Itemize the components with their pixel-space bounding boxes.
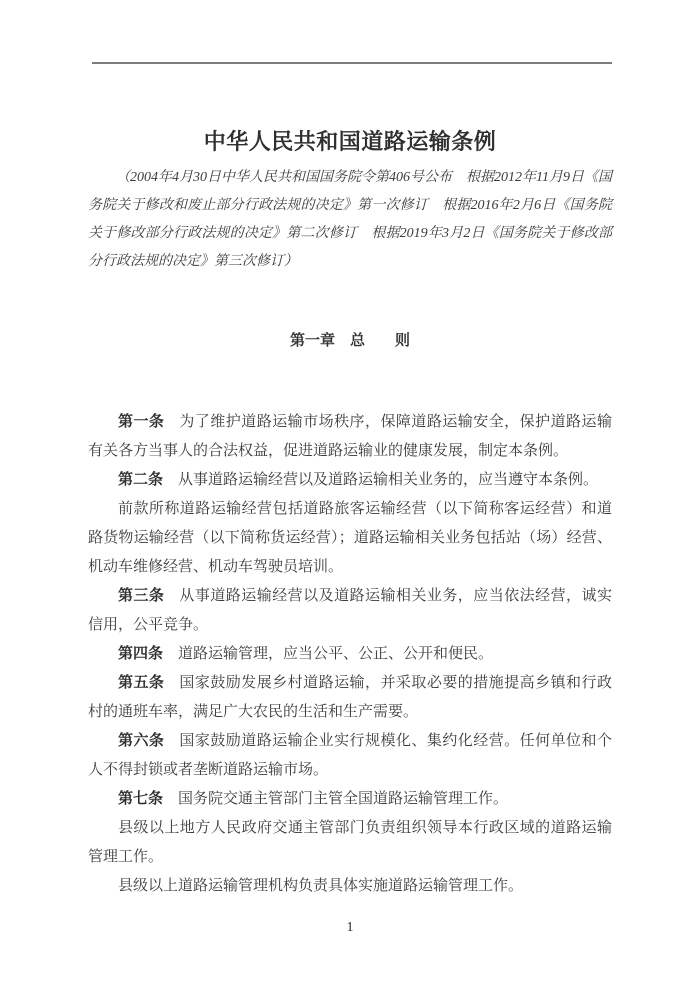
article-paragraph (88, 785, 612, 814)
article-number: 第七条 (118, 791, 164, 807)
article-text: 国务院交通主管部门主管全国道路运输管理工作。 (178, 791, 509, 807)
article-text: 为了维护道路运输市场秩序，保障道路运输安全，保护道路运输有关各方当事人的合法权益，促进道路运输业的健康发展，制定本条例。 (88, 414, 612, 459)
article-text: 国家鼓励道路运输企业实行规模化、集约化经营。任何单位和个人不得封锁或者垄断道路运输市场。 (88, 733, 612, 778)
page-number: 1 (346, 920, 354, 935)
article-number: 第四条 (118, 646, 164, 662)
article-paragraph (88, 495, 612, 582)
document-title: 中华人民共和国道路运输条例 (203, 129, 497, 154)
article-paragraph (88, 872, 612, 901)
chapter-heading: 第一章 总 则 (289, 333, 410, 349)
article-text: 从事道路运输经营以及道路运输相关业务的，应当遵守本条例。 (178, 472, 599, 488)
article-paragraph (88, 582, 612, 640)
article-text: 县级以上地方人民政府交通主管部门负责组织领导本行政区域的道路运输管理工作。 (88, 820, 612, 865)
article-text: 道路运输管理，应当公平、公正、公开和便民。 (178, 646, 494, 662)
article-number: 第一条 (118, 414, 165, 430)
article-text: 从事道路运输经营以及道路运输相关业务，应当依法经营，诚实信用，公平竞争。 (88, 588, 612, 633)
article-text: 国家鼓励发展乡村道路运输，并采取必要的措施提高乡镇和行政村的通班车率，满足广大农民的生活和生产需要。 (88, 675, 612, 720)
article-text: 前款所称道路运输经营包括道路旅客运输经营（以下简称客运经营）和道路货物运输经营（以下简称货运经营）；道路运输相关业务包括站（场）经营、机动车维修经营、机动车驾驶员培训。 (88, 501, 612, 575)
article-paragraph (88, 640, 612, 669)
article-paragraph (88, 466, 612, 495)
document-body (88, 408, 612, 901)
article-paragraph (88, 814, 612, 872)
article-number: 第五条 (118, 675, 165, 691)
article-text: 县级以上道路运输管理机构负责具体实施道路运输管理工作。 (118, 878, 524, 894)
article-paragraph (88, 669, 612, 727)
article-paragraph (88, 408, 612, 466)
article-number: 第二条 (118, 472, 164, 488)
article-number: 第三条 (118, 588, 165, 604)
header-rule (92, 62, 612, 64)
article-paragraph (88, 727, 612, 785)
article-number: 第六条 (118, 733, 165, 749)
preamble: （2004年4月30日中华人民共和国国务院令第406号公布 根据2012年11月9日《国务院关于修改和废止部分行政法规的决定》第一次修订 根据2016年2月6日《国务院关于修改部分行政法规的决定》第二次修订 根据2019年3月2日《国务院关于修改部分行政法规的决定》第三次修订） (88, 170, 612, 269)
